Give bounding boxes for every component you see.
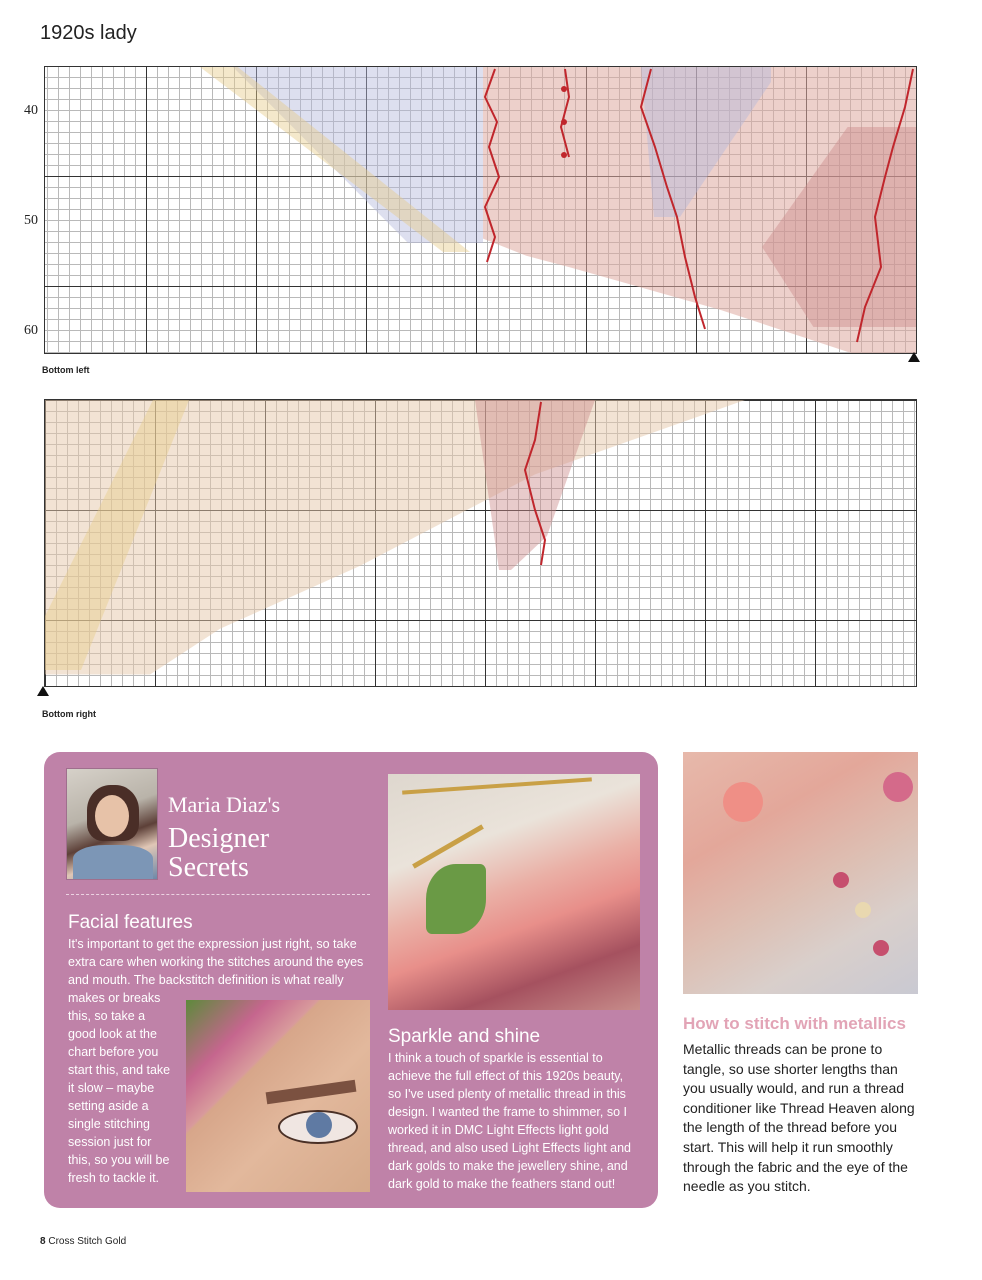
chart-bottom-left (44, 66, 917, 354)
designer-secrets-panel (44, 752, 658, 1208)
row-number-60: 60 (24, 323, 38, 338)
designer-portrait-photo (66, 768, 158, 880)
designer-name: Maria Diaz's (168, 792, 281, 817)
panel-divider (66, 894, 370, 895)
footer (40, 1236, 126, 1247)
metallics-text: Metallic threads can be prone to tangle, so use shorter lengths than you usually would, and run a thread conditioner like Thread Heaven along the length of the thread before you start. This will help it run smoothly through the fabric and the eye of the needle as you stitch. (683, 1041, 915, 1195)
chart-backstitch-lines (45, 67, 916, 353)
designer-heading-line2: Secrets (168, 852, 249, 883)
eye-stitch-photo (186, 1000, 370, 1192)
chart-label-bottom-left: Bottom left (42, 365, 90, 375)
facial-features-text-continued: makes or breaks this, so take a good look at the chart before you start this, and take it slow – maybe setting aside a single stitching session just for this, so you will be fresh to tackle it. (68, 991, 171, 1185)
chart-center-marker-bottom (37, 686, 49, 696)
designer-secrets-heading (168, 824, 328, 882)
metallics-stitch-photo (683, 752, 918, 994)
metallics-heading: How to stitch with metallics (683, 1014, 906, 1033)
sparkle-text: I think a touch of sparkle is essential to achieve the full effect of this 1920s beauty, so I've used plenty of metallic thread in this design. I wanted the frame to shimmer, so I worked it in DMC Light Effects light gold thread, and also used Light Effects light and dark golds to make the jewellery shine, and dark gold to make the feathers stand out! (388, 1051, 631, 1191)
facial-features-text: It's important to get the expression just right, so take extra care when working the stitches around the eyes and mouth. The backstitch definition is what really (68, 937, 364, 987)
row-number-40: 40 (24, 103, 38, 118)
row-number-50: 50 (24, 213, 38, 228)
designer-heading-line1: Designer (168, 823, 270, 854)
footer-page-number: 8 (40, 1236, 46, 1247)
chart-backstitch-lines-bottom (45, 400, 916, 686)
footer-magazine-name: Cross Stitch Gold (48, 1236, 127, 1247)
sparkle-heading: Sparkle and shine (388, 1026, 541, 1047)
chart-bottom-right (44, 399, 917, 687)
page-title: 1920s lady (40, 22, 137, 44)
facial-features-heading: Facial features (68, 912, 193, 933)
chart-center-marker (908, 352, 920, 362)
sparkle-stitch-photo (388, 774, 640, 1010)
chart-label-bottom-right: Bottom right (42, 709, 96, 719)
